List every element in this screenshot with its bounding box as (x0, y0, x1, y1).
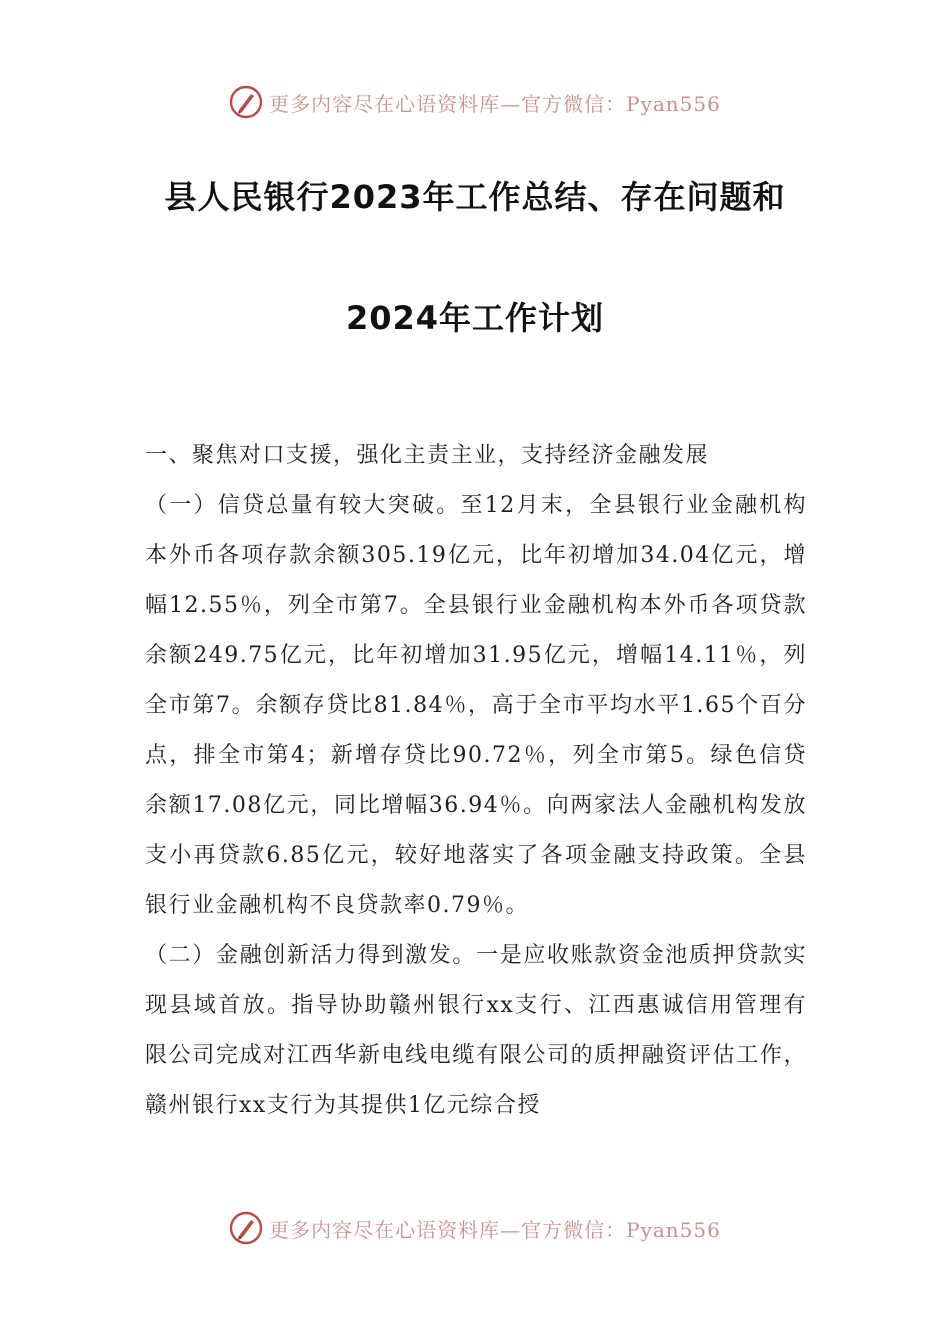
document-title-line-1: 县人民银行2023年工作总结、存在问题和 (164, 178, 786, 216)
paragraph-credit-volume: （一）信贷总量有较大突破。至12月末，全县银行业金融机构本外币各项存款余额305.19亿元，比年初增加34.04亿元，增幅12.55％，列全市第7。全县银行业金融机构本外币各项贷款余额249.75亿元，比年初增加31.95亿元，增幅14.11％，列全市第7。余额存贷比81.84％，高于全市平均水平1.65个百分点，排全市第4；新增存贷比90.72％，列全市第5。绿色信贷余额17.08亿元，同比增幅36.94％。向两家法人金融机构发放支小再贷款6.85亿元，较好地落实了各项金融支持政策。全县银行业金融机构不良贷款率0.79％。 (145, 493, 807, 918)
section-heading: 一、聚焦对口支援，强化主责主业，支持经济金融发展 (145, 443, 710, 468)
document-title-line-2: 2024年工作计划 (345, 299, 605, 337)
watermark-banner-top (0, 80, 950, 124)
document-body (145, 431, 807, 1131)
paragraph-financial-innovation: （二）金融创新活力得到激发。一是应收账款资金池质押贷款实现县域首放。指导协助赣州银行xx支行、江西惠诚信用管理有限公司完成对江西华新电线电缆有限公司的质押融资评估工作，赣州银行xx支行为其提供1亿元综合授 (145, 943, 807, 1118)
pen-circle-logo-icon (229, 85, 263, 119)
watermark-banner-bottom (0, 1206, 950, 1250)
pen-circle-logo-icon (229, 1211, 263, 1245)
watermark-text: 更多内容尽在心语资料库—官方微信：Pyan556 (269, 91, 721, 116)
watermark-text: 更多内容尽在心语资料库—官方微信：Pyan556 (269, 1217, 721, 1242)
